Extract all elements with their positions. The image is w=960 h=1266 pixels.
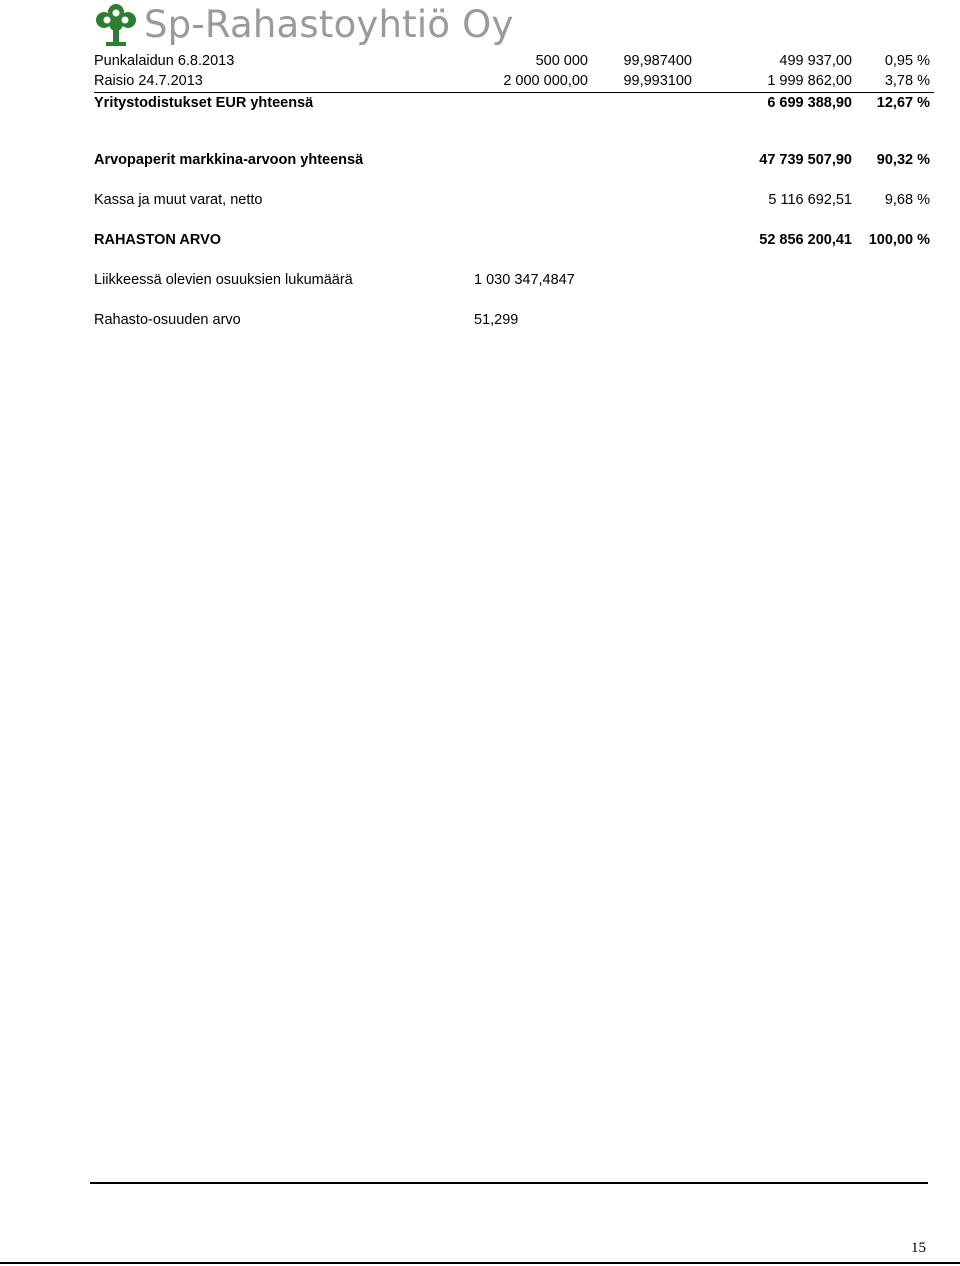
units-outstanding-label: Liikkeessä olevien osuuksien lukumäärä [94,272,353,288]
fund-value-percent: 100,00 % [868,232,930,248]
holding-percent: 0,95 % [884,53,930,69]
securities-total-row [94,150,934,170]
holding-name: Raisio 24.7.2013 [94,73,203,89]
units-outstanding-value: 1 030 347,4847 [474,272,575,288]
corporate-total-row [94,93,934,113]
corporate-total-label: Yritystodistukset EUR yhteensä [94,95,314,111]
units-outstanding-row [94,270,934,290]
fund-value-label: RAHASTON ARVO [94,232,222,248]
holding-nominal: 500 000 [535,53,588,69]
company-logo [94,2,514,52]
holding-value: 1 999 862,00 [767,73,852,89]
page-number: 15 [911,1240,926,1256]
holding-name: Punkalaidun 6.8.2013 [94,53,235,69]
tree-logo-icon [94,2,138,48]
page-bottom-border [0,1262,960,1264]
corporate-total-value: 6 699 388,90 [767,95,852,111]
holding-row [94,71,934,91]
cash-value: 5 116 692,51 [768,192,852,208]
securities-total-label: Arvopaperit markkina-arvoon yhteensä [94,152,364,168]
company-name: Sp-Rahastoyhtiö Oy [144,3,514,46]
fund-value-row [94,230,934,250]
cash-label: Kassa ja muut varat, netto [94,192,263,208]
securities-total-percent: 90,32 % [876,152,930,168]
holding-row [94,51,934,71]
unit-value-row [94,310,934,330]
holding-price: 99,993100 [623,73,692,89]
footer-divider [90,1182,928,1184]
unit-value-amount: 51,299 [474,312,519,328]
holding-price: 99,987400 [623,53,692,69]
cash-row [94,190,934,210]
fund-value-amount: 52 856 200,41 [759,232,852,248]
unit-value-label: Rahasto-osuuden arvo [94,312,241,328]
holding-value: 499 937,00 [779,53,852,69]
holding-nominal: 2 000 000,00 [503,73,588,89]
corporate-total-percent: 12,67 % [876,95,930,111]
securities-total-value: 47 739 507,90 [759,152,852,168]
holding-percent: 3,78 % [884,73,930,89]
cash-percent: 9,68 % [884,192,930,208]
